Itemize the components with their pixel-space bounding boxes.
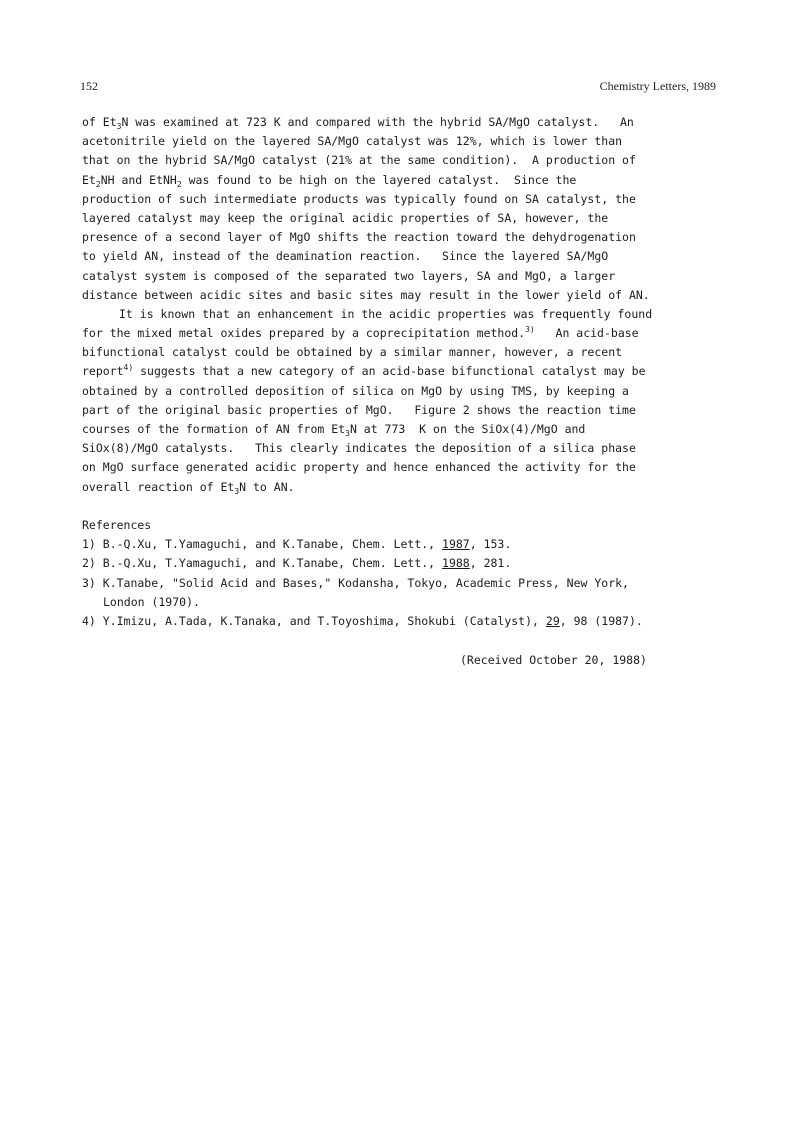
text-run: NH and EtNH bbox=[100, 172, 177, 187]
body-line: that on the hybrid SA/MgO catalyst (21% at the same condition). A production of bbox=[82, 153, 636, 168]
body-line bbox=[82, 420, 722, 439]
text-run: Et bbox=[82, 172, 96, 187]
body-line: to yield AN, instead of the deamination reaction. Since the layered SA/MgO bbox=[82, 249, 609, 264]
body-line bbox=[82, 362, 722, 381]
body-line bbox=[82, 324, 722, 343]
text-run: N to AN. bbox=[239, 479, 295, 494]
text-run: 4) Y.Imizu, A.Tada, K.Tanaka, and T.Toyoshima, Shokubi (Catalyst), bbox=[82, 613, 546, 628]
reference-item: 3) K.Tanabe, "Solid Acid and Bases," Kodansha, Tokyo, Academic Press, New York, bbox=[82, 575, 629, 590]
text-run: , 281. bbox=[469, 556, 512, 571]
body-line bbox=[82, 478, 722, 497]
subscript: 2 bbox=[95, 179, 101, 189]
body-line: part of the original basic properties of MgO. Figure 2 shows the reaction time bbox=[82, 402, 636, 417]
body-line: bifunctional catalyst could be obtained by a similar manner, however, a recent bbox=[82, 345, 623, 360]
underlined-year: 1987 bbox=[442, 537, 470, 552]
text-run: suggests that a new category of an acid-base bifunctional catalyst may be bbox=[133, 364, 646, 379]
subscript: 3 bbox=[345, 429, 350, 438]
body-line: obtained by a controlled deposition of silica on MgO by using TMS, by keeping a bbox=[82, 383, 629, 398]
journal-header: Chemistry Letters, 1989 bbox=[599, 79, 716, 93]
body-line: SiOx(8)/MgO catalysts. This clearly indicates the deposition of a silica phase bbox=[82, 441, 636, 456]
subscript: 3 bbox=[116, 122, 122, 131]
text-run: of Et bbox=[82, 115, 117, 129]
text-run: 1) B.-Q.Xu, T.Yamaguchi, and K.Tanabe, Chem. Lett., bbox=[82, 537, 443, 552]
text-run: N was examined at 723 K and compared with the hybrid SA/MgO catalyst. An bbox=[121, 115, 634, 129]
references-heading: References bbox=[82, 518, 152, 532]
body-line: distance between acidic sites and basic sites may result in the lower yield of AN. bbox=[82, 287, 650, 302]
body-line: acetonitrile yield on the layered SA/MgO catalyst was 12%, which is lower than bbox=[82, 134, 623, 149]
received-date: (Received October 20, 1988) bbox=[460, 653, 647, 667]
references-section bbox=[82, 516, 722, 631]
body-line: catalyst system is composed of the separated two layers, SA and MgO, a larger bbox=[82, 268, 616, 283]
body-line: on MgO surface generated acidic property and hence enhanced the activity for the bbox=[82, 460, 636, 475]
page-number: 152 bbox=[80, 79, 98, 93]
paragraph-start-line: It is known that an enhancement in the acidic properties was frequently found bbox=[119, 306, 653, 321]
text-run: An acid-base bbox=[534, 326, 639, 341]
citation-superscript: 3) bbox=[525, 325, 535, 335]
text-run: courses of the formation of AN from Et bbox=[82, 422, 346, 436]
text-run: was found to be high on the layered catalyst. Since the bbox=[181, 172, 577, 187]
text-run: , 153. bbox=[469, 537, 512, 552]
reference-item bbox=[82, 612, 722, 631]
text-run: for the mixed metal oxides prepared by a coprecipitation method. bbox=[82, 326, 526, 341]
underlined-year: 1988 bbox=[442, 556, 470, 571]
body-line: production of such intermediate products was typically found on SA catalyst, the bbox=[82, 191, 636, 206]
text-run: , 98 (1987). bbox=[559, 613, 643, 628]
reference-item-continuation: London (1970). bbox=[103, 594, 200, 609]
body-line: presence of a second layer of MgO shifts the reaction toward the dehydrogenation bbox=[82, 230, 636, 245]
text-run: overall reaction of Et bbox=[82, 479, 235, 494]
citation-superscript: 4) bbox=[123, 363, 134, 373]
text-run: N at 773 K on the SiOx(4)/MgO and bbox=[349, 422, 586, 436]
text-run: report bbox=[82, 364, 124, 379]
subscript: 2 bbox=[176, 179, 182, 189]
body-line: layered catalyst may keep the original acidic properties of SA, however, the bbox=[82, 210, 609, 225]
subscript: 3 bbox=[234, 486, 240, 496]
text-run: 2) B.-Q.Xu, T.Yamaguchi, and K.Tanabe, Chem. Lett., bbox=[82, 556, 443, 571]
underlined-volume: 29 bbox=[545, 613, 560, 628]
reference-item bbox=[82, 554, 722, 573]
body-text bbox=[82, 113, 722, 497]
body-line bbox=[82, 113, 722, 132]
reference-item bbox=[82, 535, 722, 554]
body-line bbox=[82, 171, 722, 190]
